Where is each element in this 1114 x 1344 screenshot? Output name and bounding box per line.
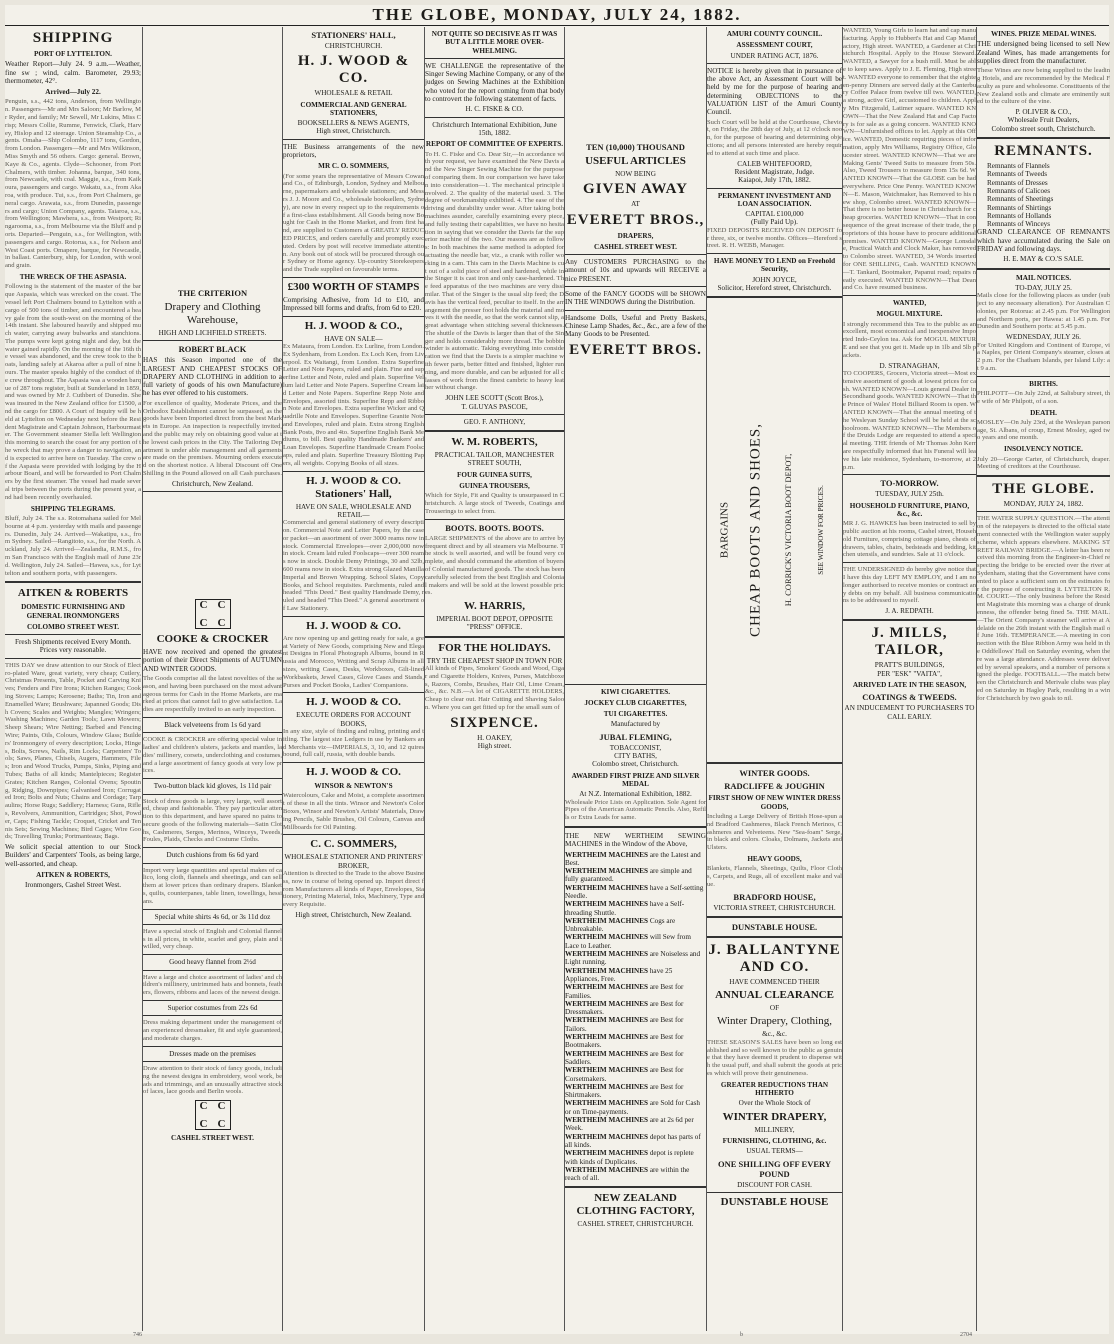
redpath-name: J. A. REDPATH. [885, 607, 934, 616]
cooke-crocker-body-7: Dress making department under the management of an experienced dressmaker, fit and style guaranteed, and moderate charges. [143, 1019, 282, 1042]
wertheim-item: WERTHEIM MACHINES depot has parts of all kinds. [565, 1132, 701, 1149]
remnant-item: Remnants of Sheetings [987, 195, 1054, 204]
stationers-hall-2-sub: HAVE ON SALE, WHOLESALE AND RETAIL— [295, 502, 412, 519]
wertheim-item: WERTHEIM MACHINES are Noiseless and Light running. [565, 950, 701, 967]
assessment-court-title: ASSESSMENT COURT, [736, 41, 813, 50]
winter-drapery-title-2: WINTER DRAPERY, [722, 1110, 827, 1123]
robert-black-body: For excellence of quality, Moderate Prices, and the Orthodox Establishment cannot be surpassed, as the goods have been Imported direct from the best Markets in Europe. An inspection is respectfully invited, and the public may rely on obtaining good value at the lowest cash prices in the City. The Tailoring Department is under able management and all garments are made on the premises. Mourning orders executed on the shortest notice. A liberal Discount off One Shilling in the Pound allowed on all Cash purchases. [143, 399, 283, 477]
boots-title: BOOTS. BOOTS. BOOTS. [445, 522, 544, 533]
given-away-title: GIVEN AWAY [583, 181, 688, 198]
cooke-crocker-title: COOKE & CROCKER [156, 633, 269, 646]
wanted-label: WANTED, [892, 299, 927, 308]
footer-number-left: 746 [133, 1332, 142, 1338]
wertheim-item: WERTHEIM MACHINES are Best for Families. [565, 983, 684, 1000]
wertheim-item: WERTHEIM MACHINES are Best for Saddlers. [565, 1049, 684, 1066]
dresses-note: Dresses made on the premises [169, 1049, 256, 1058]
aitken-roberts-sign: AITKEN & ROBERTS, [36, 871, 110, 879]
account-books-title: EXECUTE ORDERS FOR ACCOUNT BOOKS, [296, 711, 411, 728]
roberts-tailor-sub: PRACTICAL TAILOR, MANCHESTER STREET SOUTH, [434, 451, 555, 468]
holidays-title: FOR THE HOLIDAYS. [438, 641, 551, 654]
births-body: PHILPOTT—On July 22nd, at Salisbury street, the wife of Mr Philpott, of a son. [977, 389, 1110, 405]
oliver-name: P. OLIVER & CO., [1015, 108, 1072, 117]
remnant-item: Remnants of Calicoes [987, 186, 1051, 195]
stranaghan-name: D. STRANAGHAN, [879, 361, 940, 370]
fancy-goods-note: Some of the FANCY GOODS will be SHOWN IN THE WINDOWS during the Distribution. [565, 290, 706, 307]
globe-title: THE GLOBE. [992, 481, 1095, 498]
per-esk-label: PER "ESK" "VAITA", [877, 669, 942, 678]
winter-drapery-title: Winter Drapery, Clothing, [717, 1015, 832, 1028]
wertheim-item: WERTHEIM MACHINES are simple and fully guaranteed. [565, 867, 692, 884]
aitken-roberts-sign-address: Ironmongers, Cashel Street West. [24, 881, 122, 890]
port-heading: PORT OF LYTTELTON. [34, 50, 112, 58]
wertheim-item: WERTHEIM MACHINES have a Self-threading Shuttle. [565, 900, 685, 917]
wertheim-item: WERTHEIM MACHINES are at 2s 6d per Week. [565, 1116, 694, 1133]
telegrams-heading: SHIPPING TELEGRAMS. [30, 504, 116, 513]
awarded-label: AWARDED FIRST PRIZE AND SILVER MEDAL [571, 771, 700, 788]
remnant-item: Remnants of Winceys [987, 220, 1051, 229]
first-show-title: FIRST SHOW OF NEW WINTER DRESS GOODS, [708, 794, 841, 811]
ballantyne-body: THESE SEASON'S SALES have been so long established and so well known to the public as genuine that they have deemed it prudent to dispense with the usual puff, and shall submit the goods at prices which will prove their genuineness. [707, 1038, 842, 1077]
column-8 [976, 27, 1110, 1331]
column-6 [706, 27, 842, 1331]
radcliffe-title: RADCLIFFE & JOUGHIN [724, 781, 825, 792]
births-title: BIRTHS. [1029, 379, 1058, 388]
wertheim-item: WERTHEIM MACHINES will Sew from Lace to Leather. [565, 933, 691, 950]
remnant-item: Remnants of Tweeds [987, 170, 1048, 179]
wines-body: These Wines are now being supplied to the leading Hotels, and are recommended by the Medical Faculty as pure and wholesome. Constituents of the New Zealand soils and climate are eminently suited to the culture of the vine. [977, 67, 1110, 106]
jubal-fleming-body: Wholesale Price Lists on Application. Sole Agent for Pipes of the American Automatic Pencils. Also, Refills or Extra Leads for same. [565, 798, 706, 822]
handsome-note: Handsome Dolls, Useful and Pretty Baskets, Chinese Lamp Shades, &c., &c., are a few of the Many Goods to be Presented. [565, 313, 706, 339]
four-guinea-suits: FOUR GUINEA SUITS, [457, 470, 532, 479]
stamps-title: £300 WORTH OF STAMPS [287, 281, 420, 294]
stationers-city: CHRISTCHURCH. [324, 42, 383, 50]
death-body: MOSLEY—On July 23rd, at the Wesleyan parsonage, St. Albans, of croup, Ernest Mosley, aged two years and one month. [977, 418, 1110, 442]
hj-wood-address: High street, Christchurch. [316, 127, 391, 136]
furnishing-label: FURNISHING, CLOTHING, &c. [722, 1136, 827, 1145]
harris-sub: IMPERIAL BOOT DEPOT, OPPOSITE "PRESS" OFFICE. [436, 615, 553, 632]
hj-wood-intro: THE Business arrangements of the new proprietors, [283, 142, 424, 160]
jockey-title: JOCKEY CLUB CIGARETTES, [584, 698, 687, 707]
manufactured-label: Manufactured by [610, 720, 661, 729]
have-money-title: HAVE MONEY TO LEND on Freehold Security, [713, 257, 836, 274]
wertheim-item: WERTHEIM MACHINES are Sold for Cash or on Time-payments. [565, 1099, 700, 1116]
column-7 [842, 27, 976, 1331]
bradford-house-title: BRADFORD HOUSE, [733, 891, 816, 902]
insolvency-body: July 20—George Carter, of Christchurch, draper. Meeting of creditors at the Courthouse. [977, 455, 1110, 471]
criterion-title: THE CRITERION [177, 288, 248, 298]
nz-exhibition-label: At N.Z. International Exhibition, 1882. [579, 790, 692, 799]
harris-title: W. HARRIS, [463, 600, 526, 613]
hj-wood-on-sale-sub: HAVE ON SALE— [324, 334, 383, 343]
kiwi-title: KIWI CIGARETTES. [600, 687, 671, 696]
useful-articles-title: USEFUL ARTICLES [585, 155, 686, 167]
cooke-crocker-body-2: COOKE & CROCKER are offering special value in ladies' and children's ulsters, jackets and mantles, ladies' millinery, corsets, underclothing and costumes, and a large assortment of fancy goods at very low prices. [143, 736, 282, 775]
wertheim-intro: THE NEW WERTHEIM SEWING MACHINES in the Window of the Above, [565, 831, 706, 849]
remnant-item: Remnants of Flannels [987, 162, 1050, 171]
arrived-late-label: ARRIVED LATE IN THE SEASON, [852, 681, 967, 690]
signatory-scott: JOHN LEE SCOTT (Scott Bros.), [445, 394, 544, 403]
cheapest-shop: TRY THE CHEAPEST SHOP IN TOWN FOR [426, 656, 563, 665]
hj-wood-subtitle: WHOLESALE & RETAIL [314, 89, 393, 98]
newspaper-page [5, 5, 1110, 1338]
clearance-text: GRAND CLEARANCE OF REMNANTS which have accumulated during the Sale on FRIDAY and following days. [977, 228, 1110, 254]
ironmongery-list: THIS DAY we draw attention to our Stock of Electro-plated Ware, great variety, very cheap; Cutlery, Christmas Presents, Table, Pocket and Carving Knives; Fenders and Fire Irons; Kitchen Ranges; Cooking Stoves; Lamps; Kerosene; Baths; Tin, Iron and Enamelled Ware; Brushware; Japanned Goods; Dish Covers; Scales and Weights; Mangles; Wringers; Washing Machines; Garden Tools; Lawn Mowers; Sheep Shears; Wire Netting; Barbed and Fencing Wire; Paints, Oils, Colours, Window Glass; Builders' Ironmongery of every description; Locks, Hinges, Bolts, Screws, Nails, Rim Locks; Carpenters' Tools; Saws, Planes, Chisels, Augers, Hammers, Files; Iron and Wood Trucks, Pumps, Sinks, Piping and Tubes; Baths of all kinds; Mantelpieces; Register Grates; Kitchen Ranges, Colonial Ovens; Spouting, Ridging, Downpipes; Galvanised Iron; Corrugated Iron; Bolts and Nuts; Chains and Cordage; Tarpaulins; Horse Rugs; Saddlery; Harness; Guns, Rifles, Revolvers, Ammunition, Cartridges; Shot, Powder, Caps; Fishing Tackle; Croquet, Cricket and Tennis Sets; Sewing Machines; Bird Cages; Wire Goods; Travelling Trunks; Portmanteaus; Bags. [5, 661, 141, 841]
joyce-name: JOHN JOYCE, [752, 275, 797, 284]
mills-tailor-title: J. MILLS, TAILOR, [871, 625, 948, 659]
wertheim-item: WERTHEIM MACHINES Cogs are Unbreakable. [565, 916, 676, 934]
household-furniture-title: HOUSEHOLD FURNITURE, PIANO, &c., &c. [849, 501, 970, 518]
cc-monogram-logo: C C C C [195, 599, 231, 629]
christchurch-nz: Christchurch, New Zealand. [171, 479, 254, 488]
wertheim-item: WERTHEIM MACHINES are the Latest and Best. [565, 850, 701, 867]
aitken-roberts-subtitle: DOMESTIC FURNISHING AND GENERAL IRONMONGERS [21, 603, 125, 620]
robert-black-title: ROBERT BLACK [178, 344, 247, 355]
cheap-boots-vertical: CHEAP BOOTS AND SHOES, [747, 423, 764, 638]
exhibition-date: Christchurch International Exhibition, June 15th, 1882. [432, 120, 557, 137]
wertheim-item: WERTHEIM MACHINES are Best for Bootmakers. [565, 1033, 684, 1050]
flannel-note: Good heavy flannel from 2½d [169, 958, 256, 967]
greater-reductions-title: GREATER REDUCTIONS THAN HITHERTO [720, 1080, 829, 1098]
corrick-vertical-ad [707, 302, 842, 758]
permanent-body: FIXED DEPOSITS RECEIVED ON DEPOSIT for three, six, or twelve months. Offices—Hereford street. R. H. WEBB, Manager. [707, 226, 842, 250]
aspasia-heading: THE WRECK OF THE ASPASIA. [19, 273, 127, 282]
wertheim-list [565, 851, 706, 1183]
winsor-newton-title: WINSOR & NEWTON'S [314, 782, 393, 791]
heavy-goods-body: Blankets, Flannels, Sheetings, Quilts, Floor Cloths, Carpets, and Rugs, all of excellent make and value. [707, 865, 842, 888]
wertheim-item: WERTHEIM MACHINES are Best for Corsetmakers. [565, 1066, 684, 1083]
cooke-crocker-text: HAVE now received and opened the greatest portion of their Direct Shipments of AUTUMN AND WINTER GOODS. [143, 648, 282, 673]
page-title: THE GLOBE, MONDAY, JULY 24, 1882. [372, 5, 742, 24]
tomorrow-title: TO-MORROW. [880, 478, 939, 489]
wertheim-item: WERTHEIM MACHINES are Best for Shirtmakers. [565, 1082, 684, 1100]
capital-label: CAPITAL £100,000 [745, 210, 804, 219]
bargains-vertical: BARGAINS [718, 502, 731, 559]
column-5 [564, 27, 706, 1331]
masthead [5, 5, 1109, 26]
fiske-name: H. C. FISKE & CO. [465, 105, 524, 114]
may-sale-label: H. E. MAY & CO.'S SALE. [1003, 255, 1084, 264]
permanent-investment-title: PERMANENT INVESTMENT AND LOAN ASSOCIATION. [717, 191, 832, 208]
city-baths-label: CITY BATHS, [614, 752, 657, 761]
cooke-crocker-body-3: Stock of dress goods is large, very large, well assorted, cheap and fashionable. They pay particular attention to this department, and have spared no pains to secure goods of the following materials—Satin Cloths, Cashmeres, Serges, Merinos, Winceys, Tweeds, Foules, Plaids, Checks and Costume Cloths. [143, 797, 282, 844]
sewing-machine-headline: NOT QUITE SO DECISIVE AS IT WAS BUT A LITTLE MORE OVER-WHELMING. [431, 30, 558, 55]
bradford-house-address: VICTORIA STREET, CHRISTCHURCH. [713, 903, 836, 912]
mogul-body: I strongly recommend this Tea to the public as an excellent, most economical and inexpensive Imported Indo-Ceylon tea. Ask for MOGUL MIXTURE and see that you get it. Made up in 1lb and 5lb packets. [843, 320, 976, 359]
of-label: OF [769, 1004, 780, 1013]
gloves-note: Two-button black kid gloves, 1s 11d pair [153, 782, 272, 791]
weather-report: Weather Report—July 24. 9 a.m.—Weather, fine sw ; wind, calm. Barometer, 29.93; thermometer, 42°. [5, 60, 141, 85]
arrived-heading: Arrived—July 22. [45, 88, 101, 97]
supplies-note: Fresh Shipments received Every Month. [15, 638, 131, 647]
customers-note: Any CUSTOMERS PURCHASING to the amount of 10s and upwards will RECEIVE a nice PRESENT. [565, 258, 706, 283]
jubal-fleming-title: JUBAL FLEMING, [599, 731, 672, 742]
oakey-name: H. OAKEY, [477, 733, 512, 742]
hj-wood-subtitle-2: COMMERCIAL AND GENERAL STATIONERS, [300, 100, 407, 117]
drapery-title: Drapery and Clothing Warehouse, [164, 301, 261, 326]
roberts-tailor-title: W. M. ROBERTS, [451, 436, 538, 449]
mail-wednesday: WEDNESDAY, JULY 26. [1006, 333, 1081, 342]
insolvency-title: INSOLVENCY NOTICE. [1004, 445, 1083, 454]
ten-thousand-title: TEN (10,000) THOUSAND [586, 142, 685, 152]
nz-clothing-factory-address: CASHEL STREET, CHRISTCHURCH. [577, 1220, 694, 1229]
pratts-label: PRATT'S BUILDINGS, [874, 661, 945, 670]
nz-clothing-factory-title: NEW ZEALAND CLOTHING FACTORY, [576, 1192, 695, 1218]
corrick-vertical: H. CORRICK'S VICTORIA BOOT DEPOT, [783, 454, 793, 607]
assessment-body: Such Court will be held at the Courthouse, Cheviot, on Friday, the 28th day of July, at 12 o'clock noon, for the purpose of hearing and determining objections; and all persons interested are hereby required to attend at such time and place. [707, 118, 842, 157]
winter-goods-title: WINTER GOODS. [739, 768, 810, 779]
terms-label: USUAL TERMS— [746, 1147, 803, 1156]
hj-wood-title: H. J. WOOD & CO. [297, 53, 410, 87]
remnants-title: REMNANTS. [994, 143, 1093, 160]
sommers-2-title: C. C. SOMMERS, [310, 838, 397, 851]
oakey-address: High street. [477, 742, 512, 751]
aitken-roberts-title: AITKEN & ROBERTS [17, 587, 129, 600]
closing-note: We solicit special attention to our Stock Builders' and Carpenters' Tools, as being large, well-assorted, and cheap. [5, 843, 141, 868]
remnant-item: Remnants of Dresses [987, 178, 1048, 187]
cooke-crocker-body: The Goods comprise all the latest novelties of the season, and having been purchased on the most advantageous terms for Cash in the Home Markets, are marked at prices that cannot fail to give satisfaction. Ladies are respectfully invited to an early inspection. [143, 674, 282, 714]
death-title: DEATH. [1030, 408, 1057, 417]
hj-wood-list-4: In any size, style of finding and ruling, printing and titling. The largest size Ledgers in use by Bankers and Merchants viz—IMPERIALS, 3, 10, and 12 quires bound, full calf, russia, with double bands. [283, 728, 424, 759]
drapers-label: DRAPERS, [617, 231, 654, 240]
wertheim-item: WERTHEIM MACHINES depot is replete with kinds of Duplicates. [565, 1149, 694, 1166]
aspasia-article: Following is the statement of the master of the barque Aspasia, which was wrecked on the coast. The vessel left Port Chalmers bound to Lyttelton with a cargo of 500 tons of timber, and encountered a heavy gale from the south-west on the morning of the 14th instant. She laboured heavily and shipped much water, carrying away bulwarks and stanchions. The pumps were kept going night and day, but the water gained rapidly. On the morning of the 16th the vessel was abandoned, and the crew took to the boats, landing safely at Akaroa after a pull of nine hours. The master speaks highly of the conduct of the crew throughout. The Aspasia was a wooden barque of 287 tons register, built at Sunderland in 1859, and was owned by Mr J. Cuthbert of Dunedin. She was insured in the New Zealand office for £1500, and the cargo for £800. A Court of Inquiry will be held at Lyttelton on Wednesday next before the Resident Magistrate and Captain Johnson, Harbourmaster. The Government steamer Stella left Wellington this morning to search the coast for any portion of the wreck that may prove a danger to navigation, and is expected to arrive here on Tuesday. The crew of the Aspasia were provided with lodging by the Harbour Board, and will be forwarded to Port Chalmers by the first steamer. The vessel had made several trips between the ports during the present year, and had been recently overhauled. [5, 283, 141, 501]
colombo-label: Colombo street, Christchurch. [592, 760, 679, 769]
mogul-title: MOGUL MIXTURE. [876, 310, 943, 319]
wertheim-item: WERTHEIM MACHINES have a Self-setting Needle. [565, 883, 704, 900]
shirts-note: Special white shirts 4s 6d, or 3s 11d doz [154, 912, 271, 921]
costumes-note: Superior costumes from 22s 6d [167, 1003, 258, 1012]
mail-today: TO-DAY, JULY 25. [1015, 283, 1072, 292]
shilling-off-title: ONE SHILLING OFF EVERY POUND [718, 1158, 831, 1179]
caleb-name: CALEB WHITEFOORD, [737, 159, 812, 168]
cooke-crocker-body-6: Have a large and choice assortment of ladies' and children's millinery, untrimmed hats and bonnets, feathers, flowers, ribbons and laces of the newest design. [143, 973, 282, 997]
cc-monogram-logo-2: C C C C [195, 1100, 231, 1130]
stationers-hall-title: STATIONERS' HALL, [311, 30, 396, 40]
wertheim-item: WERTHEIM MACHINES have 25 Appliances, Free. [565, 966, 673, 983]
column-2 [142, 27, 282, 1331]
wanted-ads: WANTED, Young Girls to learn hat and cap manufacturing. Apply to Hubbert's Hat and Cap Manufactory, High street. WANTED, a Gardener at Christchurch Hospital. Apply to the House Steward. WANTED, a Sawyer for a bush mill. Must be able to keep saws. Apply to J. E. Fleming, High street. WANTED everyone to remember that the eighteen-penny Dinners are served daily at the Canterbury Coffee Palace from twelve till two. WANTED, a strong, active Girl, accustomed to children. Apply Mrs Fitzgerald, Latimer square. WANTED KNOWN—That the New Zealand Hat and Cap Factory is for sale as a going concern. WANTED KNOWN—Unfurnished offices to let. Apply at this Office. WANTED, Domestic requiring pieces of information, apply Mrs Williams, Registry Office, Gloucester street. WANTED KNOWN—That we are Making Gents' Tweed Suits to measure from 50s. Also, Tweed Trousers to measure from 15s 6d. WANTED KNOWN—That the GLOBE can be had everywhere. Price One Penny. WANTED KNOWN—E. Mason, Watchmaker, has Removed to his new shop, Colombo street. WANTED KNOWN—That there is no better house in Christchurch for cheap groceries. WANTED KNOWN—That in consequence of the great increase of their trade, the proprietors of this house have to procure additional premises. WANTED KNOWN—George Lonsdale, Practical Watch and Clock Maker, has removed to Colombo street. WANTED, 34 Words inserted for ONE SHILLING, Cash. WANTED KNOWN—T. Tankard, Bootmaker, Papanui road; repairs neatly executed. WANTED KNOWN—That Dean and Co. have resumed business. [843, 27, 976, 292]
hj-wood-3-title: H. J. WOOD & CO. [306, 619, 401, 632]
hj-wood-5-title: H. J. WOOD & CO. [306, 766, 401, 779]
tuesday-date: TUESDAY, JULY 25th. [875, 490, 944, 499]
ballantyne-title: J. BALLANTYNE AND CO. [708, 941, 841, 975]
sommers-2-address: High street, Christchurch, New Zealand. [295, 911, 412, 920]
wertheim-item: WERTHEIM MACHINES are Best for Tailors. [565, 1016, 684, 1033]
commenced-label: HAVE COMMENCED THEIR [729, 977, 820, 986]
radcliffe-body: Including a Large Delivery of British Hose-spun and Bradford Cashmeres, Black French Merinos, Cashmeres and Velveteens. New "Sea-foam" Serge, in black and colors. Cloaks, Dolmans, Jackets and Ulsters. [707, 812, 842, 852]
sixpence-title: SIXPENCE. [450, 714, 539, 731]
mail-body: Mails close for the following places as under (subject to any necessary alteration). For Australian Colonies, per Rotorua: at 2.45 p.m. For Wellington and Northern ports, per Hawea: at 1.45 p.m. For Dunedin and Southern ports: at 5.45 p.m. [977, 292, 1110, 331]
now-being: NOW BEING [615, 170, 656, 178]
signatory-anthony: GEO. F. ANTHONY, [463, 417, 526, 426]
sommers-2-body: Attention is directed to the Trade to the above Business, now in course of being opened up. Import direct from Manufacturers all kinds of Paper, Envelopes, Stationery, Printing Material, Inks, Machinery, Type and every Requisite. [283, 870, 424, 909]
cooke-crocker-body-8: Draw attention to their stock of fancy goods, including the newest designs in embroidery, wool work, beads and trimmings, and an unusually attractive stock of laces, lace goods and Berlin wools. [143, 1064, 282, 1096]
wanted-ads-2: TO COOPERS, Grocers, Victoria street—Most extensive assortment of goods at lowest prices for cash. WANTED KNOWN—Louis general Dealer in Secondhand goods. WANTED KNOWN—That the Prince of Wales' Hotel Billiard Room is open. WANTED KNOWN—That the annual meeting of the Wesleyan Sunday School will be held at the schoolroom. WANTED KNOWN—The Members of the Druids Lodge are requested to attend a special meeting. THE friends of Mr Thomas John Kerr are respectfully informed that his Funeral will leave his late residence, Sydenham, to-morrow, at 2 p.m. [843, 369, 977, 471]
cooke-crocker-body-4: Import very large quantities and special makes of calico, long cloth, flannels and sheetings, and can sell them at lower prices than ordinary drapers. Blankets, quilts, counterpanes, table linen, towellings, hessians. [143, 866, 282, 905]
millinery-label: MILLINERY, [754, 1125, 795, 1134]
andc-label: &c., &c. [762, 1030, 787, 1039]
hj-wood-4-title: H. J. WOOD & CO. [306, 696, 401, 709]
cooke-crocker-body-5: Have a special stock of English and Colonial flannels in all prices, in white, scarlet and grey, plain and twilled, very cheap. [143, 927, 282, 951]
mail-body-2: For United Kingdom and Continent of Europe, via Naples, per Orient Company's steamer, closes at 2 p.m. For the Chatham Islands, per Island Lily: at 9 a.m. [977, 341, 1110, 372]
remnants-list [977, 162, 1110, 228]
globe-date: MONDAY, JULY 24, 1882. [1003, 500, 1084, 509]
kaiapoi-date: Kaiapoi, July 17th, 1882. [738, 176, 811, 185]
coatings-title: COATINGS & TWEEDS. [862, 692, 957, 703]
over-label: Over the Whole Stock of [738, 1099, 811, 1108]
see-window-vertical: SEE WINDOW FOR PRICES. [816, 485, 825, 576]
hj-wood-body: (For some years the representative of Messrs Cowan and Co., of Edinburgh, London, Sydney and Melbourne, papermakers and wholesale stationers; and Messrs J. J. Moore and Co., wholesale booksellers, Sydney), are now in every respect up to the requirements of a first-class establishment. All Goods being now Bought for Cash in the Home Market, and from first hand, are supplied to Customers at GREATLY REDUCED PRICES, and orders carefully and promptly executed. Orders by post will receive immediate attention. Any book out of stock will be procured through our Sydney or Home agency. Up-country Storekeepers and the Trade supplied on favourable terms. [283, 172, 424, 274]
oliver-sub: Wholesale Fruit Dealers, [1007, 116, 1080, 125]
dunstable-house-title: DUNSTABLE HOUSE. [731, 921, 818, 932]
holidays-body: All kinds of Pipes, Smokers' Goods and Wood, Cigar and Cigarette Holders, Knives, Purses, Matchboxes, Razors, Combs, Brushes, Hair Oil, Lime Cream, &c., &c. N.B.—A lot of CIGARETTE HOLDERS, Cheap to clear out. Hair Cutting and Shaving Saloon. Where you can get fitted up for the small sum of [425, 665, 564, 711]
remnant-item: Remnants of Hollands [987, 211, 1052, 220]
remnant-item: Remnants of Shirtings [987, 203, 1052, 212]
aitken-roberts-street: COLOMBO STREET WEST. [26, 622, 120, 631]
cushions-note: Dutch cushions from 6s 6d yard [166, 851, 259, 860]
stationers-hall-2-title: H. J. WOOD & CO. Stationers' Hall, [306, 474, 401, 500]
wertheim-item: WERTHEIM MACHINES are within the reach of all. [565, 1165, 690, 1183]
joyce-address: Solicitor, Hereford street, Christchurch. [717, 284, 832, 293]
shipping-news: Penguin, s.s., 442 tons, Anderson, from Wellington. Passengers—Mr and Mrs Saloon; Mr Barlow, Mr Ryder, and family; Mr Sewell, Mr Lukins, Miss Crisp; Messrs Collie, Rumme, Fenwick, Clark, Harvey, Hislop and 12 steerage. Union Steamship Co., agents. Omaha—Ship Colombo, 1117 tons, Gordon, from London. Passengers—Mr and Mrs Wilkinson, Miss Smyth and 56 others. Cargo: general. Brown, Kaye & Co., agents. Clyde—Schooner, from Port Chalmers, with timber. Johanna, barque, 340 tons, from Newcastle, with coal. Maggie, s.s., from Kaikoura, passengers and cargo. Wakatu, s.s., from Akaroa, with produce. Tui, s.s., from Port Chalmers, general cargo. Arawata, s.s., from Dunedin, passengers and cargo; Union Company, agents. Taiaroa, s.s., from Wellington; Mawhera, s.s., from Westport; Ringarooma, s.s., from Melbourne via the Bluff and ports. Departed—Penguin, s.s., for Wellington, with passengers and cargo. Rotorua, s.s., for Nelson and West Coast ports. Omapere, barque, for Newcastle, in ballast. Canterbury, ship, for London, with wool and grain. [5, 98, 141, 270]
everett-title: EVERETT BROS., [566, 211, 705, 228]
wertheim-item: WERTHEIM MACHINES are Best for Dressmakers. [565, 999, 684, 1017]
signatory-pascoe: T. GLUYAS PASCOE, [461, 402, 528, 411]
cooke-crocker-address: CASHEL STREET WEST. [171, 1134, 254, 1143]
footer-mark: b [740, 1332, 743, 1338]
hj-wood-list-5: Watercolours, Cake and Moist, a complete assortment of these in all the tints. Winsor and Newton's Color Boxes, Winsor and Newton's Artists' Materials, Drawing Pencils, Sable Brushes, Oil Colours, Canvas and Millboards for Oil Painting. [283, 792, 424, 831]
experts-report-title: REPORT OF COMMITTEE OF EXPERTS. [425, 140, 564, 149]
oliver-address: Colombo street south, Christchurch. [991, 124, 1096, 133]
annual-clearance-title: ANNUAL CLEARANCE [715, 989, 834, 1002]
challenge-text: WE CHALLENGE the representative of the Singer Sewing Machine Company, or any of the judges on Sewing Machines at the Exhibition who voted for the report coming from that body to controvert the following statement of facts. [425, 61, 564, 104]
amuri-title: AMURI COUNTY COUNCIL. [726, 30, 823, 38]
hj-wood-list-1: Ex Mataura, from London. Ex Lurline, from London. Ex Sydenham, from London. Ex Loch Ken, from Liverpool. Ex Waitangi, from London. Extra Superfine Letter and Note Papers, ruled and plain. Fine and superfine Letter and Note, ruled and plain. Superfine Vellum laid Letter and Note Papers. Superfine Cream laid Letter and Note Papers. Superfine Repp Note and Envelopes, assorted tints. Superfine Repp and Ribbon Note and Envelopes. Extra superfine Wicker and Quadrille Note and Envelopes. Superfine Granite Note and Envelopes, ruled and plain. Extra strong English Bank Posts, 8vo and 4to. Superfine English Bank Mediums, to bill. Best quality Handmade Bankers' and Loan Envelopes. Superfine Handmade Cream Foolscaps, ruled and plain. Superfine Treasury Blotting Papers, all weights. Copying Books of all sizes. [283, 342, 424, 467]
hj-wood-on-sale-title: H. J. WOOD & CO., [304, 319, 403, 332]
heavy-goods-title: HEAVY GOODS, [747, 854, 802, 863]
tobacconist-label: TOBACCONIST, [609, 743, 662, 752]
boots-body: LARGE SHIPMENTS of the above are to arrive by frequent direct and by all steamers via Melbourne. The stock is well assorted, and will be found very complete, and should command the attention of buyers of Colonial manufactured goods. The stock has been carefully selected from the best English and Colonial makers and will be sold at the lowest possible prices. [425, 534, 564, 597]
tui-title: TUI CIGARETTES. [603, 710, 668, 719]
mail-notices-title: MAIL NOTICES. [1015, 273, 1072, 282]
paid-up-label: (Fully Paid Up). [751, 218, 798, 227]
telegrams-text: Bluff, July 24. The s.s. Rotomahana sailed for Melbourne at 4 p.m. yesterday with mails and passengers. Dunedin, July 24. Arrived—Wakatipu, s.s., from Sydney. Sailed—Rangitoto, s.s., for the North. Auckland, July 24. Arrived—Zealandia, R.M.S., from San Francisco with the English mail of June 23rd. Wellington, July 24. Sailed—Hawea, s.s., for Lyttelton and southern ports, with passengers. [5, 514, 141, 577]
roberts-tailor-body: Which for Style, Fit and Quality is unsurpassed in Christchurch. A large stock of Tweeds, Coatings and Trouserings to select from. [425, 492, 564, 515]
wines-text: THE undersigned being licensed to sell New Zealand Wines, has made arrangements for supplies direct from the manufacturer. [977, 40, 1110, 65]
dunstable-house-title-2: DUNSTABLE HOUSE [720, 1195, 829, 1208]
at-label: AT [631, 200, 640, 209]
velveteens-note: Black velveteens from 1s 6d yard [164, 720, 261, 729]
footer-number-right: 2704 [960, 1332, 972, 1338]
auction-body: MR J. G. HAWKES has been instructed to sell by public auction at his rooms, Cashel street, Household Furniture, comprising cottage piano, chests of drawers, tables, chairs, bedsteads and bedding, kitchen utensils, and sundries. Sale at 11 o'clock. [843, 520, 976, 559]
hj-wood-list-3: Are now opening up and getting ready for sale, a great Variety of New Goods, comprising New and Elegant Designs in Floral Photograph Albums, bound in Russia and Morocco, Writing and Scrap Albums in all sizes, writing Cases, Desks, Workboxes, Gilt-lined Workbaskets, Jewel Cases, Glove Cases and Stands, Purses and Pocket Books, Ladies' Companions. [283, 634, 424, 689]
column-4 [424, 27, 564, 1331]
inducement-label: AN INDUCEMENT TO PURCHASERS TO CALL EARLY. [844, 704, 975, 721]
rating-act-label: UNDER RATING ACT, 1876. [730, 51, 819, 60]
robert-black-text: HAS this Season imported one of the LARGEST AND CHEAPEST STOCKS OF DRAPERY AND CLOTHING in addition to a full variety of goods of his own Manufacture) he has ever offered to his customers. [143, 356, 282, 398]
shipping-heading: SHIPPING [32, 30, 114, 46]
drapery-address: HIGH AND LICHFIELD STREETS. [158, 329, 267, 337]
notice-body: THE UNDERSIGNED do hereby give notice that I have this day LEFT MY EMPLOY, and I am no longer authorised to receive monies or contract any debts on my behalf. All business communications to be addressed to myself. [843, 566, 976, 605]
everett-title-2: EVERETT BROS. [569, 341, 702, 358]
experts-report-body: To H. C. Fiske and Co. Dear Sir,—In accordance with your request, we have examined the New Davis and the New Singer Sewing Machine for the purpose of comparing them. In our comparison we have taken into consideration—1. The mechanical principle involved. 2. The quality of the material used. 3. The degree of workmanship exhibited. 4. The ease of the driving and durability under wear. After taking both machines asunder, carefully examining every piece, and fully testing their capabilities, we have no hesitation in saying that we consider the Davis far the superior machine of the two. Our reasons are as follows: In both machines the same method is adopted for actuating the needle bar, viz., a crank with roller working in a cam. This cam in the Davis Machine is cut out of a solid piece of steel and hardened, while in the Singer it is cast iron and only case-hardened. The feed apparatus of the two machines are very dissimilar. That of the Singer is the usual slip feed; the Davis has the vertical feed, peculiar to itself. In the arrangement the presser foot holds the material and moves it with the needle, so that the work cannot slip, a great advantage when stitching several thicknesses. The shuttle of the Davis is larger than that of the Singer and holds considerably more thread. The bobbin winder is automatic. Taking everything into consideration we find that the Davis is a simpler machine with fewer parts, better fitted and finished, lighter running, and more durable, and can be adjusted for all classes of work from the finest cambric to heavy leather without change. [425, 150, 564, 392]
assessment-notice: NOTICE is hereby given that in pursuance of the above Act, an Assessment Court will be held by me for the purpose of hearing and determining OBJECTIONS to the VALUATION LIST of the Amuri County Council. [707, 66, 842, 117]
editorial-body: THE WATER SUPPLY QUESTION.—The attention of the ratepayers is directed to the official statement connected with the Wellington water supply scheme, which appears elsewhere. MAKING STREET RAILWAY BRIDGE.—A letter has been received this morning from the Engineer-in-Chief respecting the bridge to be erected over the river at Sydenham, stating that the Government have consented to place a sufficient sum on the estimates for the purpose of constructing it. LYTTELTON R. M. COURT.—The only business before the Resident Magistrate this morning was a charge of drunkenness, the offender being fined 5s. THE MAIL.—The Orient Company's steamer will arrive at Adelaide on the 26th instant with the English mail of June 16th. TEMPERANCE.—A meeting in connection with the Blue Ribbon Army was held in the Oddfellows' Hall on Saturday evening, when there was a large attendance. Addresses were delivered by several speakers, and a number of persons signed the pledge. FOOTBALL.—The match between the Christchurch and Merivale clubs was played on Saturday in Hagley Park, resulting in a win for Christchurch by two goals to nil. [977, 515, 1110, 702]
guinea-trousers: GUINEA TROUSERS, [459, 482, 530, 491]
sommers-name: MR C. O. SOMMERS, [318, 162, 389, 171]
column-1 [5, 27, 141, 1331]
hj-wood-list-2: Commercial and general stationery of every description. Commercial Note and Letter Papers, by the case or packet—an assortment of over 3000 reams now in stock. Commercial Envelopes—over 2,000,000 now in stock. Cream laid ruled Foolscaps—over 300 reams now in stock. Double Demy Printings, 30 and 32lb, 600 reams now in stock. Extra strong Glazed Manilla Imperial and Brown Wrapping. School Slates, Copy Books, and School requisites. Parchments, ruled and headed "This Deed." Best quality Handmade Demy, ruled and headed "This Deed." A general assortment of Law Stationery. [283, 519, 425, 613]
discount-label: DISCOUNT FOR CASH. [737, 1180, 812, 1189]
prices-note: Prices very reasonable. [39, 646, 107, 655]
sommers-2-sub: WHOLESALE STATIONER AND PRINTERS' BROKER, [284, 853, 423, 870]
wines-title: WINES. PRIZE MEDAL WINES. [990, 30, 1097, 38]
hj-wood-subtitle-3: BOOKSELLERS & NEWS AGENTS, [297, 119, 410, 128]
cashel-label: CASHEL STREET WEST. [594, 242, 677, 251]
stamps-text: Comprising Adhesive, from 1d to £10, and Impressed bill forms and drafts, from 6d to £20. [283, 296, 424, 313]
column-3 [282, 27, 424, 1331]
caleb-title: Resident Magistrate, Judge. [734, 167, 815, 176]
